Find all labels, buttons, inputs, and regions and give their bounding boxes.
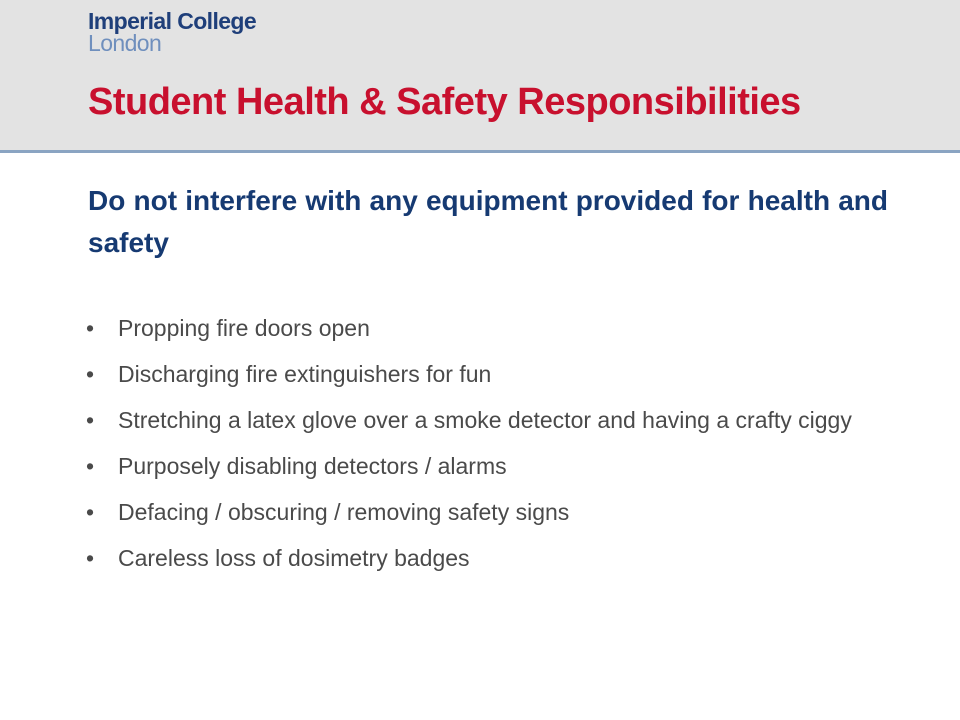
bullet-list — [82, 312, 882, 588]
bullet-text: Discharging fire extinguishers for fun — [118, 361, 492, 387]
imperial-college-logo — [88, 10, 256, 54]
bullet-dot-icon: • — [86, 453, 95, 479]
bullet-item — [82, 312, 882, 344]
bullet-text: Stretching a latex glove over a smoke detector and having a crafty ciggy — [118, 407, 852, 433]
bullet-text: Propping fire doors open — [118, 315, 370, 341]
bullet-dot-icon: • — [86, 315, 95, 341]
bullet-item — [82, 450, 882, 482]
bullet-dot-icon: • — [86, 545, 95, 571]
bullet-dot-icon: • — [86, 499, 95, 525]
bullet-dot-icon: • — [86, 407, 95, 433]
bullet-text: Purposely disabling detectors / alarms — [118, 453, 507, 479]
bullet-text: Defacing / obscuring / removing safety signs — [118, 499, 570, 525]
header-band — [0, 0, 960, 153]
slide-title: Student Health & Safety Responsibilities — [88, 81, 801, 123]
bullet-item — [82, 404, 882, 436]
slide-subtitle: Do not interfere with any equipment provided for health and safety — [88, 185, 888, 258]
logo-line2: London — [88, 30, 162, 56]
logo-line1: Imperial College — [88, 8, 257, 34]
bullet-item — [82, 496, 882, 528]
bullet-item — [82, 358, 882, 390]
bullet-dot-icon: • — [86, 361, 95, 387]
bullet-item — [82, 542, 882, 574]
bullet-text: Careless loss of dosimetry badges — [118, 545, 470, 571]
